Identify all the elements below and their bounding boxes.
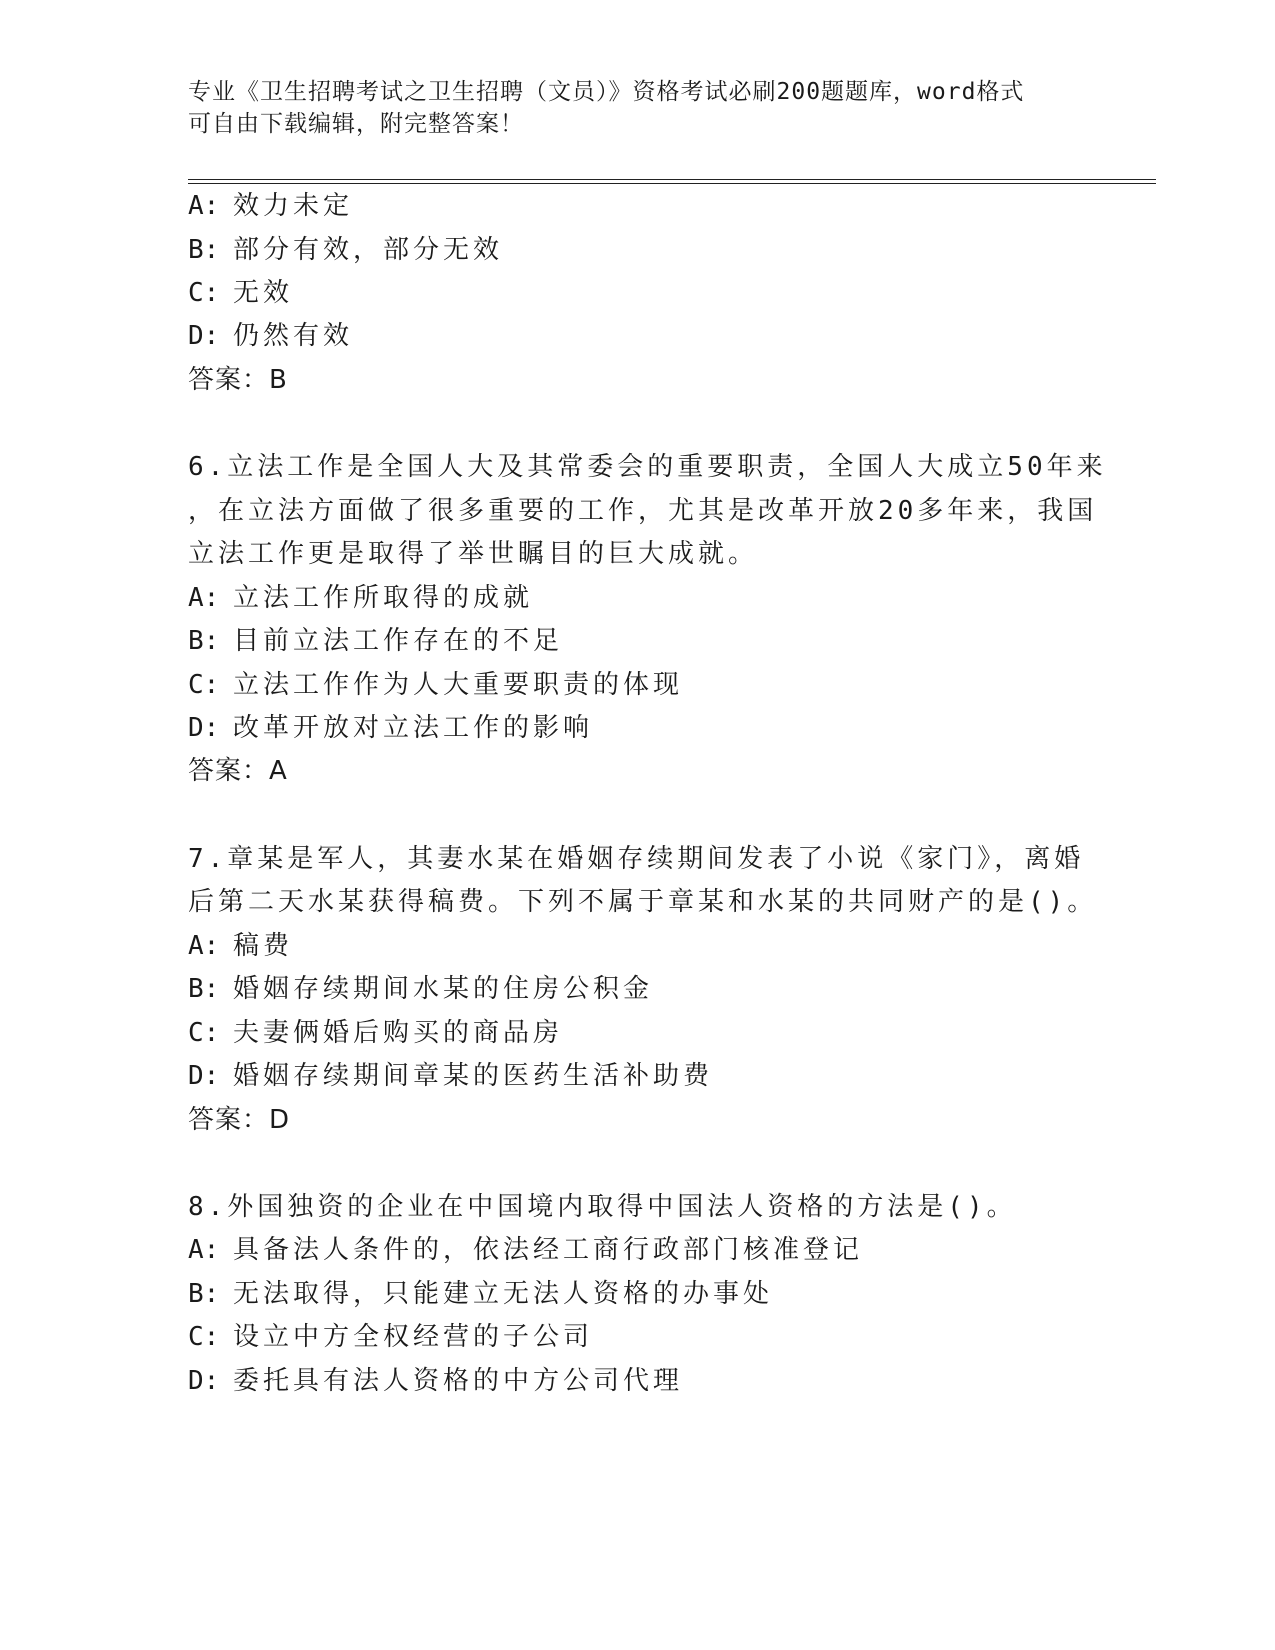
q7-answer: 答案：D: [188, 1105, 291, 1135]
option-label: C:: [188, 278, 220, 308]
option-label: D:: [188, 321, 220, 351]
q7-option-c: [188, 1017, 563, 1049]
q7-stem-line-1: 7.章某是军人，其妻水某在婚姻存续期间发表了小说《家门》，离婚: [188, 844, 1085, 874]
header-line-2: 可自由下载编辑，附完整答案！: [188, 111, 524, 137]
q6-stem-line-1: 6.立法工作是全国人大及其常委会的重要职责，全国人大成立50年来: [188, 452, 1107, 482]
q6-option-c: [188, 669, 683, 701]
option-label: D:: [188, 713, 220, 743]
option-label: A:: [188, 191, 220, 221]
option-text: 无效: [233, 278, 294, 308]
option-text: 具备法人条件的，依法经工商行政部门核准登记: [233, 1235, 864, 1265]
q5-option-d: [188, 320, 353, 352]
q6-option-d: [188, 712, 593, 744]
option-text: 改革开放对立法工作的影响: [233, 713, 594, 743]
option-label: D:: [188, 1061, 220, 1091]
header-divider-top: [188, 179, 1156, 180]
header-divider-bottom: [188, 183, 1156, 184]
q5-option-c: [188, 277, 293, 309]
option-text: 稿费: [233, 931, 294, 961]
option-text: 仍然有效: [233, 321, 354, 351]
option-label: A:: [188, 1235, 220, 1265]
option-label: C:: [188, 1322, 220, 1352]
option-text: 夫妻俩婚后购买的商品房: [233, 1018, 564, 1048]
option-label: C:: [188, 1018, 220, 1048]
option-label: A:: [188, 931, 220, 961]
q6-stem-line-2: ，在立法方面做了很多重要的工作，尤其是改革开放20多年来，我国: [188, 496, 1098, 526]
q8-option-c: [188, 1321, 593, 1353]
q8-option-d: [188, 1365, 683, 1397]
q6-option-a: [188, 582, 533, 614]
option-text: 立法工作作为人大重要职责的体现: [233, 670, 684, 700]
option-label: C:: [188, 670, 220, 700]
option-text: 设立中方全权经营的子公司: [233, 1322, 594, 1352]
option-text: 委托具有法人资格的中方公司代理: [233, 1366, 684, 1396]
q5-option-b: [188, 234, 503, 266]
option-text: 效力未定: [233, 191, 354, 221]
option-text: 婚姻存续期间水某的住房公积金: [233, 974, 654, 1004]
option-label: B:: [188, 1279, 220, 1309]
option-text: 目前立法工作存在的不足: [233, 626, 564, 656]
option-text: 无法取得，只能建立无法人资格的办事处: [233, 1279, 774, 1309]
q7-option-d: [188, 1060, 713, 1092]
q7-option-a: [188, 930, 293, 962]
q6-option-b: [188, 625, 563, 657]
option-label: B:: [188, 974, 220, 1004]
option-label: A:: [188, 583, 220, 613]
q5-answer: 答案：B: [188, 365, 288, 395]
q6-answer: 答案：A: [188, 756, 288, 786]
option-text: 婚姻存续期间章某的医药生活补助费: [233, 1061, 714, 1091]
q6-stem-line-3: 立法工作更是取得了举世瞩目的巨大成就。: [188, 539, 759, 569]
option-label: B:: [188, 626, 220, 656]
q7-option-b: [188, 973, 653, 1005]
q5-option-a: [188, 190, 353, 222]
header-line-1: 专业《卫生招聘考试之卫生招聘（文员）》资格考试必刷200题题库，word格式: [188, 79, 1025, 105]
option-label: B:: [188, 235, 220, 265]
page-header: [188, 76, 1068, 140]
q8-stem-line-1: 8.外国独资的企业在中国境内取得中国法人资格的方法是()。: [188, 1192, 1017, 1222]
q8-option-a: [188, 1234, 863, 1266]
option-text: 立法工作所取得的成就: [233, 583, 534, 613]
option-text: 部分有效，部分无效: [233, 235, 504, 265]
option-label: D:: [188, 1366, 220, 1396]
q7-stem-line-2: 后第二天水某获得稿费。下列不属于章某和水某的共同财产的是()。: [188, 887, 1098, 917]
q8-option-b: [188, 1278, 773, 1310]
